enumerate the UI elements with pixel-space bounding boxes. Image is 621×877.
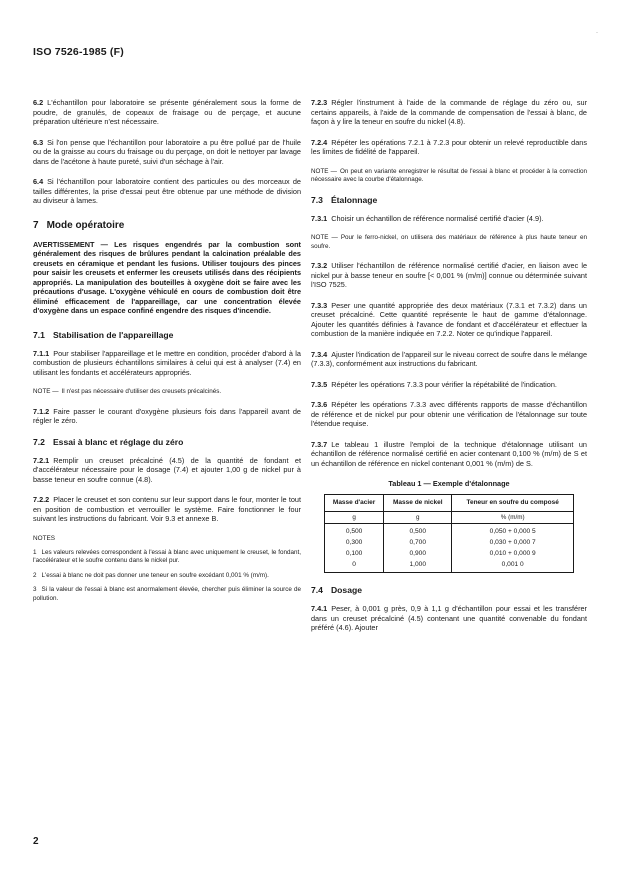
table-cell: 0,900 bbox=[384, 548, 452, 559]
clause-number: 7.1.1 bbox=[33, 348, 50, 358]
clause-6-4 bbox=[33, 177, 301, 206]
clause-7-3-1 bbox=[311, 214, 587, 224]
clause-number: 7.3.6 bbox=[311, 400, 328, 409]
note-item bbox=[33, 586, 301, 603]
column-header: Teneur en soufre du composé bbox=[452, 495, 574, 512]
table-cell: 0,500 bbox=[325, 524, 384, 538]
clause-number: 7.1.2 bbox=[33, 406, 50, 416]
note-text: Si la valeur de l'essai à blanc est anormalement élevée, chercher puis éliminer la source de pollution. bbox=[33, 586, 301, 602]
warning-paragraph: AVERTISSEMENT — Les risques engendrés par la combustion sont généralement des risques de brûlures pendant la calcination préalable des creusets en céramique et pendant les fusions. Utiliser toujours des pinces pour saisir les creusets et enfermer les creusets utilisés dans des récipients appropriés. La manipulation des bouteilles à oxygène doit se faire avec les précautions d'usage. L'oxygène véhiculé en cours de combustion doit être éliminé efficacement de l'appareillage, car une concentration élevée d'oxygène dans un espace confiné engendre des risques d'incendie. bbox=[33, 239, 301, 315]
section-7-1-heading bbox=[33, 330, 301, 340]
clause-6-2 bbox=[33, 98, 301, 127]
note-7-3 bbox=[311, 234, 587, 251]
clause-number: 7.2.4 bbox=[311, 137, 328, 147]
unit-cell: g bbox=[325, 512, 384, 524]
clause-text: Utiliser l'échantillon de référence normalisé certifié d'acier, en liaison avec le nickel pur à basse teneur en soufre [< 0,001 % (m/m)] connue ou déterminée suivant l'ISO 7525. bbox=[311, 261, 587, 289]
column-header: Masse d'acier bbox=[325, 495, 384, 512]
section-7-heading bbox=[33, 220, 301, 231]
note-text: Pour le ferro-nickel, on utilisera des matériaux de référence à plus haute teneur en soufre. bbox=[311, 234, 587, 250]
note-number: 3 bbox=[33, 586, 37, 593]
clause-number: 7.3.1 bbox=[311, 213, 328, 223]
clause-number: 7.3.7 bbox=[311, 439, 328, 449]
clause-number: 7.3.2 bbox=[311, 261, 328, 270]
clause-7-3-3 bbox=[311, 301, 587, 339]
clause-number: 7.2.3 bbox=[311, 98, 328, 107]
clause-text: Le tableau 1 illustre l'emploi de la technique d'étalonnage utilisant un échantillon de référence normalisé certifié en acier contenant 0,100 % (m/m) de S et un échantillon de référence en nickel contenant 0,001 % (m/m) de S. bbox=[311, 439, 587, 468]
clause-number: 7.3.3 bbox=[311, 300, 328, 310]
margin-mark: · bbox=[596, 30, 598, 36]
clause-number: 7.2.1 bbox=[33, 455, 50, 465]
section-7-3-heading bbox=[311, 195, 587, 205]
section-7-2-heading bbox=[33, 437, 301, 447]
clause-number: 7.3.4 bbox=[311, 349, 328, 359]
section-7-4-heading bbox=[311, 585, 587, 595]
clause-7-3-5 bbox=[311, 380, 587, 390]
calibration-table bbox=[324, 494, 574, 573]
clause-7-2-3 bbox=[311, 98, 587, 127]
section-number: 7 bbox=[33, 219, 39, 231]
unit-cell: g bbox=[384, 512, 452, 524]
notes-heading: NOTES bbox=[33, 534, 56, 542]
table-cell: 1,000 bbox=[384, 559, 452, 573]
table-header-row bbox=[325, 495, 574, 512]
clause-6-3 bbox=[33, 138, 301, 167]
right-column bbox=[311, 98, 587, 644]
note-text: Les valeurs relevées correspondent à l'essai à blanc avec uniquement le creuset, le fondant, l'accélérateur et le soufre contenu dans le nickel pur. bbox=[33, 548, 301, 564]
clause-text: L'échantillon pour laboratoire se présente généralement sous la forme de poudre, de granulés, de copeaux de fraisage ou de perçage, et aucune préparation ultérieure n'est nécessaire. bbox=[33, 98, 301, 126]
clause-text: Répéter les opérations 7.3.3 avec différents rapports de masse d'échantillon de référence et de nickel pur pour obtenir une vérification de l'étalonnage sur toute l'étendue requise. bbox=[311, 400, 587, 428]
section-number: 7.3 bbox=[311, 194, 323, 205]
column-header: Masse de nickel bbox=[384, 495, 452, 512]
clause-7-1-2 bbox=[33, 407, 301, 426]
clause-7-2-4 bbox=[311, 138, 587, 157]
clause-number: 6.3 bbox=[33, 137, 44, 147]
section-title: Dosage bbox=[330, 585, 362, 595]
note-7-1 bbox=[33, 388, 301, 397]
section-number: 7.1 bbox=[33, 329, 45, 340]
note-label: NOTE — bbox=[311, 167, 337, 175]
note-text: On peut en variante enregistrer le résultat de l'essai à blanc et procéder à la correction nécessaire avec la courbe d'étalonnage. bbox=[311, 167, 587, 183]
clause-text: Faire passer le courant d'oxygène plusieurs fois dans l'appareil avant de régler le zéro. bbox=[33, 406, 301, 425]
table-cell: 0,700 bbox=[384, 537, 452, 548]
clause-7-3-2 bbox=[311, 261, 587, 290]
clause-text: Remplir un creuset précalciné (4.5) de la quantité de fondant et d'accélérateur nécessaire pour le dosage (7.4) et ajouter 1,00 g de nickel pur à basse teneur en soufre connue (4.8). bbox=[33, 455, 301, 484]
table-1-title: Tableau 1 — Exemple d'étalonnage bbox=[388, 479, 510, 488]
clause-text: Peser, à 0,001 g près, 0,9 à 1,1 g d'échantillon pour essai et les transférer dans un creuset précalciné (4.5) contenant une quantité convenable du fondant préféré (4.6). Ajouter bbox=[311, 604, 587, 632]
clause-text: Ajuster l'indication de l'appareil sur le niveau correct de soufre dans le mélange (7.3.3), conformément aux instructions du fabricant. bbox=[311, 349, 587, 368]
note-label: NOTE — bbox=[33, 388, 59, 395]
clause-number: 7.4.1 bbox=[311, 604, 328, 613]
note-label: NOTE — bbox=[311, 234, 338, 241]
table-row bbox=[325, 559, 574, 573]
clause-7-3-6 bbox=[311, 400, 587, 429]
table-row bbox=[325, 548, 574, 559]
note-text: Il n'est pas nécessaire d'utiliser des creusets précalcinés. bbox=[61, 388, 222, 395]
clause-text: Placer le creuset et son contenu sur leur support dans le four, monter le tout en position de combustion et verrouiller le système. Faire fonctionner le four suivant les instructions du fabricant. Voir 9.3 et annexe B. bbox=[33, 495, 301, 523]
clause-text: Répéter les opérations 7.3.3 pour vérifier la répétabilité de l'indication. bbox=[331, 379, 557, 389]
table-cell: 0,300 bbox=[325, 537, 384, 548]
table-cell: 0,010 + 0,000 9 bbox=[452, 548, 574, 559]
left-column bbox=[33, 98, 301, 609]
section-title: Stabilisation de l'appareillage bbox=[52, 329, 174, 340]
clause-text: Si l'on pense que l'échantillon pour laboratoire a pu être pollué par de l'huile ou de la graisse au cours du fraisage ou du perçage, on doit le nettoyer par lavage dans de l'acétone à haute pureté, suivi d'un séchage à l'air. bbox=[33, 137, 301, 166]
page-number: 2 bbox=[33, 836, 39, 847]
clause-text: Choisir un échantillon de référence normalisé certifié d'acier (4.9). bbox=[331, 213, 544, 223]
page-header-title: ISO 7526-1985 (F) bbox=[33, 46, 124, 58]
clause-7-2-2 bbox=[33, 495, 301, 524]
clause-text: Répéter les opérations 7.2.1 à 7.2.3 pour obtenir un relevé reproductible dans les limites de fidélité de l'appareil. bbox=[311, 137, 587, 156]
clause-7-2-1 bbox=[33, 456, 301, 485]
clause-text: Pour stabiliser l'appareillage et le mettre en condition, procéder d'abord à la combustion de plusieurs échantillons similaires à celui qui est à analyser (7.4) en utilisant les fondants et accélérateurs appropriés. bbox=[33, 348, 301, 377]
table-row bbox=[325, 537, 574, 548]
section-title: Étalonnage bbox=[330, 194, 378, 205]
note-number: 2 bbox=[33, 571, 37, 579]
note-item bbox=[33, 572, 301, 581]
clause-text: Peser une quantité appropriée des deux matériaux (7.3.1 et 7.3.2) dans un creuset précalciné. Cette quantité représente le haut de gamme d'étalonnage. Ajouter les quantités définies à l'avance de fondant et d'accélérateur et effectuer la combustion de la manière indiquée en 7.2.2. Noter ce qu'indique l'appareil. bbox=[311, 300, 587, 338]
section-title: Mode opératoire bbox=[46, 219, 125, 231]
clause-7-1-1 bbox=[33, 349, 301, 378]
clause-7-4-1 bbox=[311, 604, 587, 633]
unit-cell: % (m/m) bbox=[452, 512, 574, 524]
clause-7-3-7 bbox=[311, 440, 587, 469]
note-number: 1 bbox=[33, 548, 37, 556]
table-cell: 0,100 bbox=[325, 548, 384, 559]
note-text: L'essai à blanc ne doit pas donner une teneur en soufre excédant 0,001 % (m/m). bbox=[41, 571, 269, 579]
section-title: Essai à blanc et réglage du zéro bbox=[52, 436, 184, 447]
clause-7-3-4 bbox=[311, 350, 587, 369]
table-row bbox=[325, 524, 574, 538]
section-number: 7.2 bbox=[33, 436, 45, 447]
table-cell: 0,050 + 0,000 5 bbox=[452, 524, 574, 538]
table-cell: 0,030 + 0,000 7 bbox=[452, 537, 574, 548]
clause-number: 6.2 bbox=[33, 98, 44, 107]
table-cell: 0 bbox=[325, 559, 384, 573]
clause-number: 6.4 bbox=[33, 177, 44, 186]
clause-text: Si l'échantillon pour laboratoire contient des particules ou des morceaux de tailles différentes, la prise d'essai peut être obtenue par une méthode de division au diviseur à lames. bbox=[33, 177, 301, 205]
note-item bbox=[33, 549, 301, 566]
table-cell: 0,001 0 bbox=[452, 559, 574, 573]
note-7-2 bbox=[311, 168, 587, 185]
clause-text: Régler l'instrument à l'aide de la commande de réglage du zéro ou, sur certains appareils, à l'aide de la commande de compensation de l'essai à blanc, de façon à y lire la teneur en soufre du nickel (4.8). bbox=[311, 98, 587, 126]
table-unit-row bbox=[325, 512, 574, 524]
table-cell: 0,500 bbox=[384, 524, 452, 538]
clause-number: 7.3.5 bbox=[311, 379, 328, 389]
clause-number: 7.2.2 bbox=[33, 495, 50, 504]
section-number: 7.4 bbox=[311, 585, 323, 595]
